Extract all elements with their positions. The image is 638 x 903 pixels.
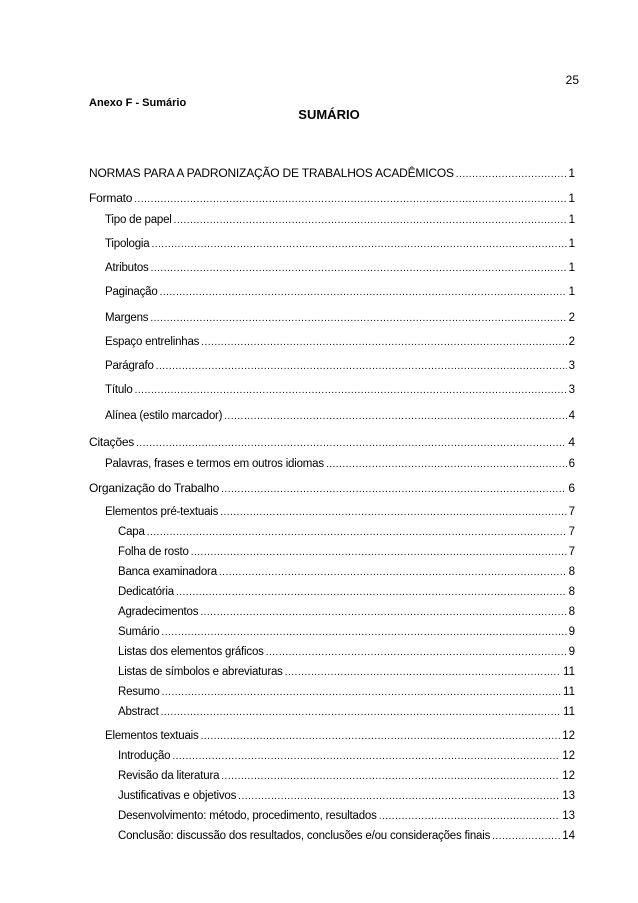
toc-entry-page: 9	[568, 626, 575, 638]
toc-entry[interactable]	[89, 381, 575, 399]
toc-entry-page: 1	[568, 214, 575, 226]
dot-leader	[135, 382, 567, 400]
toc-entry[interactable]	[89, 235, 575, 253]
toc-entry-title: Elementos pré-textuais	[105, 506, 219, 518]
toc-entry-title: Conclusão: discussão dos resultados, conclusões e/ou considerações finais	[118, 830, 491, 842]
toc-entry-page: 8	[568, 566, 575, 578]
dot-leader	[266, 644, 567, 662]
toc-entry-page: 3	[568, 384, 575, 396]
toc-entry-title: Palavras, frases e termos em outros idiomas	[105, 458, 324, 470]
toc-entry-title: Tipo de papel	[105, 214, 172, 226]
toc-entry[interactable]	[89, 309, 575, 327]
dot-leader	[161, 704, 561, 722]
annex-label: Anexo F - Sumário	[89, 97, 187, 109]
toc-entry-page: 12	[562, 750, 575, 762]
toc-entry-title: Banca examinadora	[118, 566, 217, 578]
dot-leader	[151, 260, 567, 278]
toc-entry-page: 3	[568, 360, 575, 372]
dot-leader	[174, 212, 567, 230]
toc-entry[interactable]	[89, 703, 575, 721]
toc-entry-title: Citações	[89, 435, 135, 449]
toc-entry-title: Capa	[118, 526, 145, 538]
toc-entry-page: 8	[568, 606, 575, 618]
dot-leader	[379, 808, 561, 826]
toc-entry-title: Desenvolvimento: método, procedimento, resultados	[118, 810, 377, 822]
dot-leader	[201, 334, 566, 352]
dot-leader	[220, 504, 566, 522]
toc-entry-title: Dedicatória	[118, 586, 174, 598]
toc-entry-page: 6	[568, 481, 575, 495]
toc-entry[interactable]	[89, 563, 575, 581]
toc-entry[interactable]	[89, 259, 575, 277]
toc-entry-title: Elementos textuais	[105, 730, 199, 742]
toc-entry[interactable]	[89, 211, 575, 229]
toc-entry-title: Título	[105, 384, 133, 396]
toc-entry[interactable]	[89, 283, 575, 301]
toc-entry-page: 1	[568, 262, 575, 274]
toc-entry-title: Listas dos elementos gráficos	[118, 646, 264, 658]
toc-entry[interactable]	[89, 603, 575, 621]
toc-entry-title: Paginação	[105, 286, 158, 298]
dot-leader	[134, 191, 566, 209]
toc-entry-page: 1	[568, 166, 575, 180]
toc-entry-page: 1	[568, 191, 575, 205]
toc-entry-page: 7	[568, 526, 575, 538]
dot-leader	[156, 358, 567, 376]
toc-entry-page: 2	[568, 312, 575, 324]
dot-leader	[238, 788, 560, 806]
dot-leader	[219, 564, 567, 582]
toc-entry[interactable]	[89, 767, 575, 785]
toc-entry[interactable]	[89, 727, 575, 745]
toc-entry-page: 2	[568, 336, 575, 348]
toc-entry-title: Abstract	[118, 706, 159, 718]
dot-leader	[221, 481, 566, 499]
toc-entry-title: Parágrafo	[105, 360, 154, 372]
toc-title: SUMÁRIO	[298, 107, 360, 122]
toc-entry[interactable]	[89, 357, 575, 375]
toc-entry-page: 13	[562, 790, 575, 802]
dot-leader	[136, 435, 566, 453]
toc-entry-title: Agradecimentos	[118, 606, 199, 618]
toc-entry-title: Introdução	[118, 750, 171, 762]
toc-entry-title: Justificativas e objetivos	[118, 790, 237, 802]
toc-entry-page: 1	[568, 238, 575, 250]
page-number: 25	[565, 73, 579, 87]
toc-entry-title: Resumo	[118, 686, 160, 698]
toc-entry-page: 13	[562, 810, 575, 822]
toc-entry-title: Listas de símbolos e abreviaturas	[118, 666, 283, 678]
toc-entry[interactable]	[89, 643, 575, 661]
dot-leader	[201, 728, 561, 746]
dot-leader	[160, 284, 567, 302]
toc-entry-title: Atributos	[105, 262, 149, 274]
toc-entry[interactable]	[89, 663, 575, 681]
dot-leader	[151, 236, 566, 254]
toc-entry-title: NORMAS PARA A PADRONIZAÇÃO DE TRABALHOS ACADÊMICOS	[89, 166, 454, 180]
dot-leader	[147, 524, 567, 542]
toc-entry-page: 4	[568, 435, 575, 449]
toc-entry-page: 11	[563, 706, 575, 718]
toc-entry[interactable]	[89, 523, 575, 541]
toc-entry[interactable]	[89, 433, 575, 451]
toc-entry-title: Folha de rosto	[118, 546, 189, 558]
toc-entry-page: 1	[568, 286, 575, 298]
toc-entry[interactable]	[89, 583, 575, 601]
toc-entry-title: Formato	[89, 191, 133, 205]
toc-entry[interactable]	[89, 543, 575, 561]
dot-leader	[150, 310, 566, 328]
dot-leader	[492, 828, 560, 846]
toc-entry-page: 8	[568, 586, 575, 598]
toc-entry[interactable]	[89, 407, 575, 425]
toc-entry-title: Espaço entrelinhas	[105, 336, 200, 348]
toc-entry-title: Revisão da literatura	[118, 770, 220, 782]
toc-entry-page: 7	[568, 506, 575, 518]
dot-leader	[162, 684, 561, 702]
toc-entry-title: Margens	[105, 312, 149, 324]
dot-leader	[161, 624, 566, 642]
dot-leader	[456, 166, 567, 184]
toc-entry[interactable]	[89, 479, 575, 497]
dot-leader	[221, 768, 560, 786]
toc-entry[interactable]	[89, 333, 575, 351]
toc-entry-page: 11	[563, 686, 575, 698]
toc-entry[interactable]	[89, 827, 575, 845]
toc-entry[interactable]	[89, 807, 575, 825]
toc-entry-title: Organização do Trabalho	[89, 481, 220, 495]
toc-entry-title: Sumário	[118, 626, 160, 638]
dot-leader	[191, 544, 567, 562]
toc-entry[interactable]	[89, 503, 575, 521]
toc-entry[interactable]	[89, 747, 575, 765]
toc-entry[interactable]	[89, 455, 575, 473]
dot-leader	[224, 408, 566, 426]
dot-leader	[285, 664, 561, 682]
toc-entry[interactable]	[89, 164, 575, 182]
dot-leader	[176, 584, 567, 602]
toc-entry-page: 12	[562, 770, 575, 782]
toc-entry-title: Tipologia	[105, 238, 150, 250]
toc-entry[interactable]	[89, 683, 575, 701]
toc-entry-page: 6	[568, 458, 575, 470]
toc-entry-page: 9	[568, 646, 575, 658]
toc-entry[interactable]	[89, 787, 575, 805]
dot-leader	[200, 604, 566, 622]
toc-entry-page: 12	[562, 730, 575, 742]
toc-entry-page: 4	[568, 410, 575, 422]
toc-entry[interactable]	[89, 623, 575, 641]
toc-entry[interactable]	[89, 189, 575, 207]
dot-leader	[326, 456, 567, 474]
toc-entry-page: 14	[562, 830, 575, 842]
toc-entry-page: 11	[563, 666, 575, 678]
toc-entry-page: 7	[568, 546, 575, 558]
dot-leader	[172, 748, 560, 766]
toc-entry-title: Alínea (estilo marcador)	[105, 410, 223, 422]
